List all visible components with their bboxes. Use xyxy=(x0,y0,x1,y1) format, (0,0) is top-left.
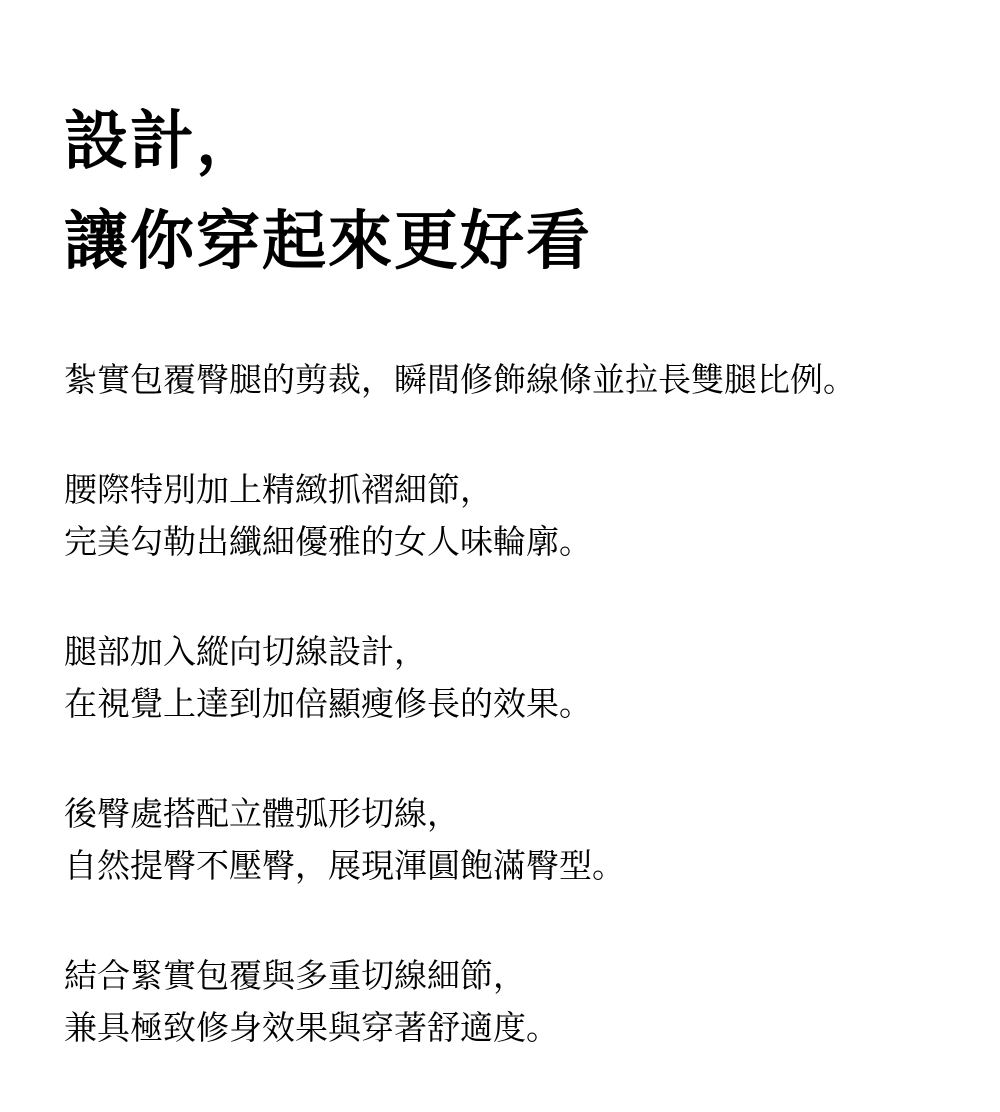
content-page xyxy=(64,92,984,1112)
paragraph-line: 在視覺上達到加倍顯瘦修長的效果。 xyxy=(64,684,592,723)
paragraph-line: 完美勾勒出纖細優雅的女人味輪廓。 xyxy=(64,522,592,561)
body-text xyxy=(64,354,984,1054)
paragraph-1 xyxy=(64,354,984,406)
paragraph-line: 腿部加入縱向切線設計， xyxy=(64,632,427,671)
paragraph-line: 結合緊實包覆與多重切線細節， xyxy=(64,956,526,995)
headline-line-2: 讓你穿起來更好看 xyxy=(64,205,592,279)
paragraph-line: 腰際特別加上精緻抓褶細節， xyxy=(64,470,493,509)
paragraph-line: 兼具極致修身效果與穿著舒適度。 xyxy=(64,1008,559,1047)
paragraph-3 xyxy=(64,626,984,730)
paragraph-line: 自然提臀不壓臀，展現渾圓飽滿臀型。 xyxy=(64,846,625,885)
paragraph-4 xyxy=(64,788,984,892)
paragraph-5 xyxy=(64,950,984,1054)
paragraph-2 xyxy=(64,464,984,568)
headline-line-1: 設計， xyxy=(64,105,262,179)
headline xyxy=(64,92,984,292)
paragraph-line: 紮實包覆臀腿的剪裁，瞬間修飾線條並拉長雙腿比例。 xyxy=(64,360,856,399)
paragraph-line: 後臀處搭配立體弧形切線， xyxy=(64,794,460,833)
